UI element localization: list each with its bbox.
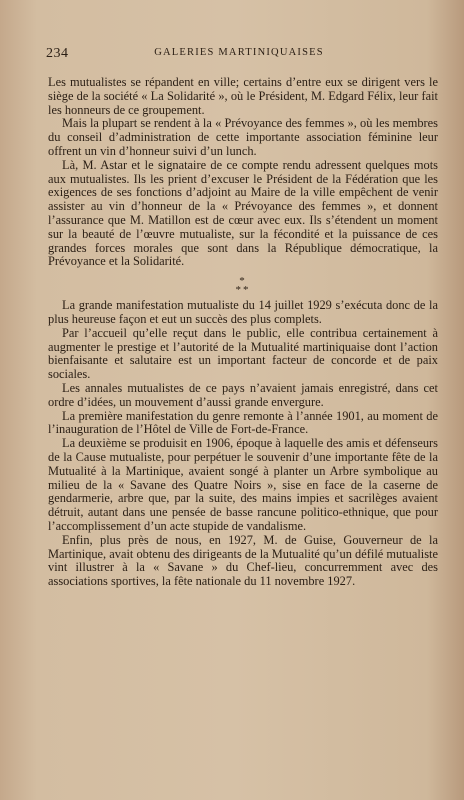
paragraph: Les mutualistes se répandent en ville; certains d’entre eux se dirigent vers le siège de la société « La Solidarité », où le Président, M. Edgard Félix, leur fait les honneurs de ce groupement. <box>48 75 438 117</box>
page-number: 234 <box>46 46 69 61</box>
section-separator <box>48 277 438 295</box>
paragraph: Enfin, plus près de nous, en 1927, M. de Guise, Gouverneur de la Martinique, avait obtenu des dirigeants de la Mutualité qu’un défilé mutualiste vint illustrer à la « Savane » du Chef-lieu, concurremment avec des associations sportives, la fête nationale du 11 novembre 1927. <box>48 532 438 589</box>
paragraph: La première manifestation du genre remonte à l’année 1901, au moment de l’inauguration de l’Hôtel de Ville de Fort-de-France. <box>48 408 438 437</box>
paragraph: La deuxième se produisit en 1906, époque à laquelle des amis et défenseurs de la Cause mutualiste, pour perpétuer le souvenir d’une importante fête de la Mutualité à la Martinique, avaient songé à planter un Arbre symbolique au milieu de la « Savane des Quatre Noirs », sise en face de la caserne de gendarmerie, arbre que, par la suite, des mains impies et sacrilèges avaient détruit, autant dans une pensée de basse rancune politico-ethnique, que pour l’accomplissement d’un acte stupide de vandalisme. <box>48 436 438 533</box>
paragraph: La grande manifestation mutualiste du 14 juillet 1929 s’exécuta donc de la plus heureuse façon et eut un succès des plus complets. <box>48 298 438 326</box>
separator-top: * <box>239 275 247 288</box>
page-header <box>46 46 432 62</box>
paragraph: Mais la plupart se rendent à la « Prévoyance des femmes », où les membres du conseil d’administration de cette importante association féminine leur offrent un vin d’honneur suivi d’un lunch. <box>48 116 438 158</box>
running-title: GALERIES MARTINIQUAISES <box>154 47 324 58</box>
paragraph: Par l’accueil qu’elle reçut dans le public, elle contribua certainement à augmenter le prestige et l’autorité de la Mutualité martiniquaise dont l’action bienfaisante et salutaire est un important facteur de concorde et de paix sociales. <box>48 325 438 382</box>
paragraph: Les annales mutualistes de ce pays n’avaient jamais enregistré, dans cet ordre d’idées, un mouvement d’aussi grande envergure. <box>48 380 438 409</box>
body-text <box>48 76 438 589</box>
separator-bottom: ** <box>235 284 251 297</box>
paragraph: Là, M. Astar et le signataire de ce compte rendu adressent quelques mots aux mutualistes. Ils les prient d’excuser le Président de la Fédération que les exigences de ses fonctions d’adjoint au Maire de la ville empêchent de venir assister au vin d’honneur de la « Prévoyance des femmes », et donnent l’assurance que M. Matillon est de cœur avec eux. Ils s’étendent un moment sur la beauté de l’œuvre mutualiste, sur la fécondité et la puissance de ces grandes forces morales que sont dans la République démocratique, la Prévoyance et la Solidarité. <box>48 157 438 269</box>
